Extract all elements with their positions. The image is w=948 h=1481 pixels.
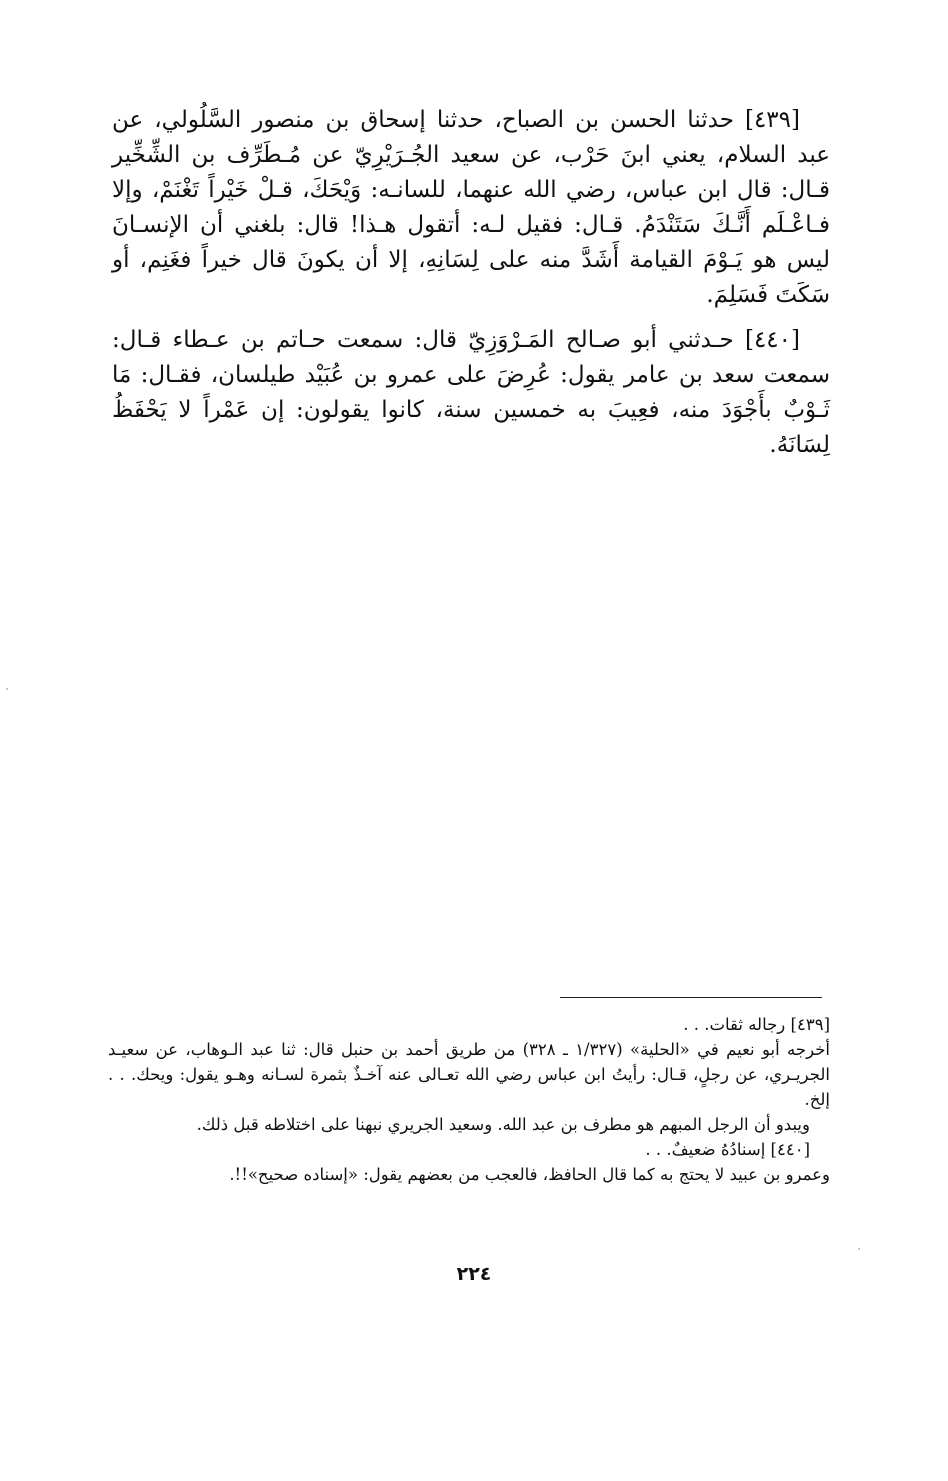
main-text-block [112, 103, 830, 463]
footnote-439-note: ويبدو أن الرجل المبهم هو مطرف بن عبد الله. وسعيد الجريري نبهنا على اختلاطه قبل ذلك. [196, 1115, 810, 1134]
footnote-separator [560, 997, 822, 998]
scan-speck [6, 688, 8, 690]
footnote-440-note: وعمرو بن عبيد لا يحتج به كما قال الحافظ، فالعجب من بعضهم يقول: «إسناده صحيح»!!. [229, 1165, 830, 1184]
scan-speck [858, 1248, 860, 1250]
footnote-439-grading: [٤٣٩] رجاله ثقات. . . [683, 1015, 830, 1034]
page-number: ٢٢٤ [456, 1263, 492, 1285]
hadith-paragraph-439: [٤٣٩] حدثنا الحسن بن الصباح، حدثنا إسحاق بن منصور السَّلُولي، عن عبد السلام، يعني ابنَ حَرْب، عن سعيد الجُـرَيْرِيّ عن مُـطَرِّف بن الشِّخِّير قـال: قال ابن عباس، رضي الله عنهما، للسانـه: وَيْحَكَ، قـلْ خَيْراً تَغْنَمْ، وإلا فـاعْـلَم أَنَّـكَ سَتَنْدَمُ. قـال: فقيل لـه: أتقول هـذا! قال: بلغني أن الإنسـانَ ليس هو يَـوْمَ القيامة أَشَدَّ منه على لِسَانِهِ، إلا أن يكونَ قال خيراً فغَنِم، أو سَكَتَ فَسَلِمَ. [112, 107, 830, 308]
footnote-439-takhrij: أخرجه أبو نعيم في «الحلية» (١/٣٢٧ ـ ٣٢٨) من طريق أحمد بن حنبل قال: ثنا عبد الـوهاب، عن سعيـد الجريـري، عن رجلٍ، قـال: رأيتُ ابن عباس رضي الله تعـالى عنه آخـذٌ بثمرة لسـانه وهـو يقول: ويحك. . . إلخ. [108, 1040, 830, 1109]
footnotes-block [108, 1012, 830, 1187]
footnote-440-grading: [٤٤٠] إسنادُهُ ضعيفٌ. . . [645, 1140, 810, 1159]
hadith-paragraph-440: [٤٤٠] حـدثني أبو صـالح المَـرْوَزِيّ قال: سمعت حـاتم بن عـطاء قـال: سمعت سعد بن عامر يقول: عُرِضَ على عمرو بن عُبَيْد طيلسان، فقـال: مَا ثَـوْبٌ بأَجْوَدَ منه، فعِيبَ به خمسين سنة، كانوا يقولون: إن عَمْراً لا يَحْفَظُ لِسَانَهُ. [112, 327, 830, 458]
